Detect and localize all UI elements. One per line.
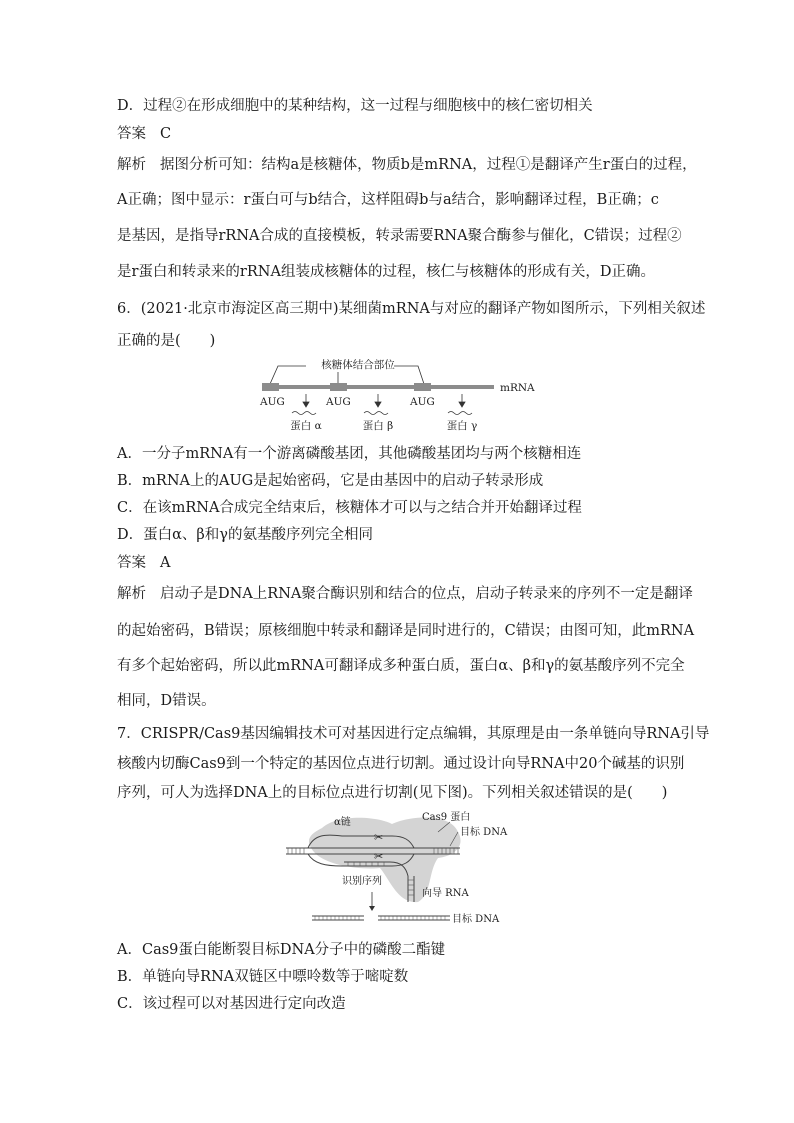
answer-label: 答案 <box>117 126 146 142</box>
codon-label-2: AUG <box>326 396 351 408</box>
cas9-label: Cas9 蛋白 <box>422 812 471 823</box>
arrow-2-head <box>375 402 381 407</box>
peptide-beta-wave <box>364 412 388 415</box>
q6-analysis-line-2: 的起始密码，B错误；原核细胞中转录和翻译是同时进行的，C错误；由图可知，此mRNA <box>117 623 695 639</box>
peptide-alpha-wave <box>292 412 316 415</box>
binding-site-block-3 <box>414 383 431 391</box>
q6-analysis-line-4: 相同，D错误。 <box>117 693 216 709</box>
q7-option-a: A．Cas9蛋白能断裂目标DNA分子中的磷酸二酯键 <box>117 942 446 958</box>
mrna-label: mRNA <box>500 382 535 394</box>
q5-answer <box>117 124 171 144</box>
scissors-icon: ✂ <box>374 850 384 863</box>
mrna-strand <box>262 385 494 389</box>
q7-option-c: C．该过程可以对基因进行定向改造 <box>117 996 346 1012</box>
q6-mrna-figure <box>250 354 550 434</box>
peptide-gamma-wave <box>448 412 472 415</box>
q5-analysis-line-1: 解析 据图分析可知：结构a是核糖体，物质b是mRNA，过程①是翻译产生r蛋白的过程， <box>117 157 697 173</box>
answer-value: C <box>160 126 172 142</box>
q5-analysis-line-3: 是基因，是指导rRNA合成的直接模板，转录需要RNA聚合酶参与催化，C错误；过程② <box>117 228 682 244</box>
q5-analysis-line-4: 是r蛋白和转录来的rRNA组装成核糖体的过程，核仁与核糖体的形成有关，D正确。 <box>117 264 656 280</box>
binding-site-block-1 <box>262 383 279 391</box>
protein-beta-label: 蛋白 β <box>362 420 394 432</box>
q7-stem-line-2: 核酸内切酶Cas9到一个特定的基因位点进行切割。通过设计向导RNA中20个碱基的识别 <box>117 756 685 772</box>
arrow-3-head <box>459 402 465 407</box>
binding-site-pointer-right <box>394 366 424 384</box>
guide-rna-label: 向导 RNA <box>422 888 469 899</box>
q6-option-a: A．一分子mRNA有一个游离磷酸基团，其他磷酸基团均与两个核糖相连 <box>117 446 582 462</box>
scissors-icon: ✂ <box>374 831 384 844</box>
target-dna-label: 目标 DNA <box>460 827 508 838</box>
cut-target-dna-label: 目标 DNA <box>452 914 500 925</box>
codon-label-1: AUG <box>260 396 285 408</box>
q6-option-b: B．mRNA上的AUG是起始密码，它是由基因中的启动子转录形成 <box>117 473 544 489</box>
q5-option-d: D．过程②在形成细胞中的某种结构，这一过程与细胞核中的核仁密切相关 <box>117 98 593 114</box>
result-arrow-head <box>369 906 375 911</box>
answer-value: A <box>160 555 171 571</box>
analysis-label: 解析 <box>117 157 146 173</box>
q7-option-b: B．单链向导RNA双链区中嘌呤数等于嘧啶数 <box>117 969 409 985</box>
answer-label: 答案 <box>117 555 146 571</box>
binding-site-block-2 <box>330 383 347 391</box>
q6-stem-line-1: 6．(2021·北京市海淀区高三期中)某细菌mRNA与对应的翻译产物如图所示，下列相关叙述 <box>117 301 706 317</box>
q6-stem-line-2: 正确的是( ) <box>117 333 216 349</box>
arrow-1-head <box>303 402 309 407</box>
q5-analysis-line-2: A正确；图中显示：r蛋白可与b结合，这样阻碍b与a结合，影响翻译过程，B正确；c <box>117 192 659 208</box>
q6-option-c: C．在该mRNA合成完全结束后，核糖体才可以与之结合并开始翻译过程 <box>117 500 582 516</box>
analysis-label: 解析 <box>117 586 146 602</box>
alpha-chain-label: α链 <box>334 817 351 828</box>
codon-label-3: AUG <box>410 396 435 408</box>
q6-answer <box>117 553 170 573</box>
protein-alpha-label: 蛋白 α <box>290 420 322 432</box>
q7-stem-line-3: 序列，可人为选择DNA上的目标位点进行切割(见下图)。下列相关叙述错误的是( ) <box>117 785 668 801</box>
q7-crispr-figure <box>282 810 522 930</box>
recognition-sequence-label: 识别序列 <box>342 876 382 887</box>
protein-gamma-label: 蛋白 γ <box>446 420 478 432</box>
binding-site-pointer-left <box>270 366 306 384</box>
q6-analysis-line-3: 有多个起始密码，所以此mRNA可翻译成多种蛋白质，蛋白α、β和γ的氨基酸序列不完全 <box>117 658 685 674</box>
q6-option-d: D．蛋白α、β和γ的氨基酸序列完全相同 <box>117 527 373 543</box>
q6-analysis-line-1: 解析 启动子是DNA上RNA聚合酶识别和结合的位点，启动子转录来的序列不一定是翻译 <box>117 586 693 602</box>
q7-stem-line-1: 7．CRISPR/Cas9基因编辑技术可对基因进行定点编辑，其原理是由一条单链向导RNA引导 <box>117 726 710 742</box>
binding-site-label: 核糖体结合部位 <box>321 359 395 371</box>
